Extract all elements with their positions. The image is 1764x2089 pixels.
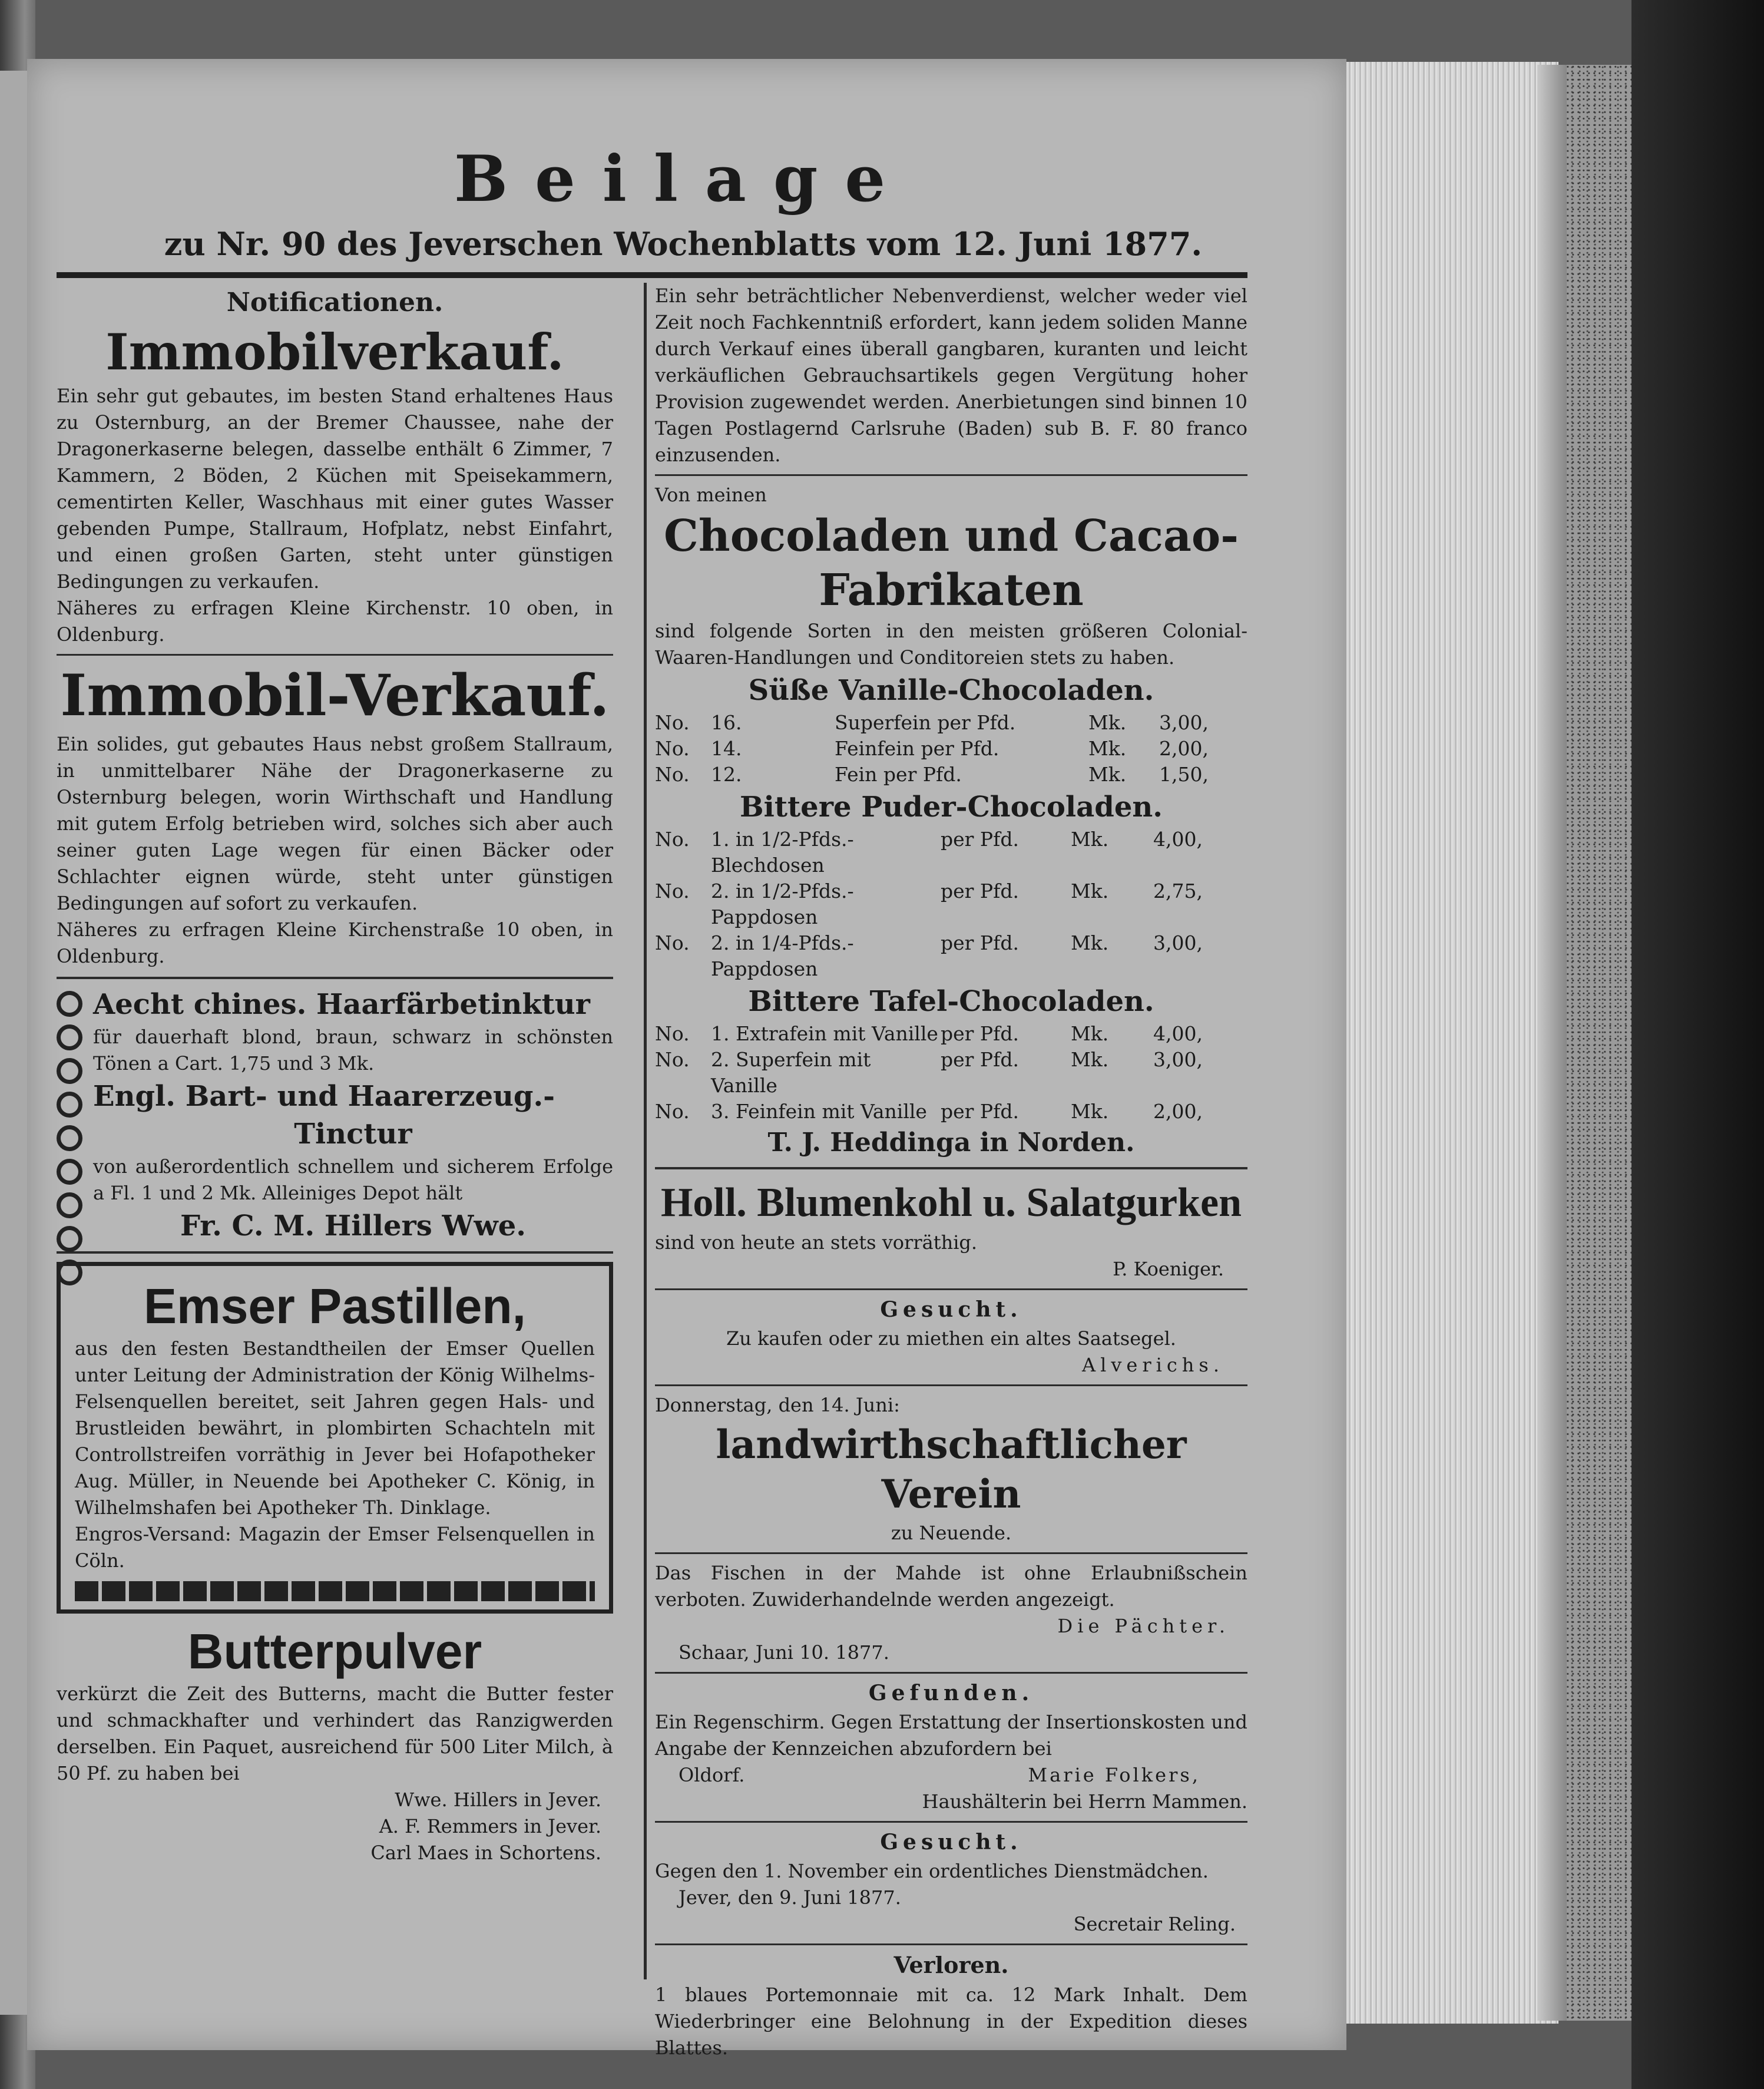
ad-seller: T. J. Heddinga in Norden. [767, 1128, 1135, 1158]
ad-body: Ein sehr gut gebautes, im besten Stand erhaltenes Haus zu Osternburg, an der Bremer Chaussee, nahe der Dragonerkaserne belegen, dasselbe enthält 6 Zimmer, 7 Kammern, 2 Böden, 2 Küchen mit Speisekammern, cementirten Keller, Waschhaus mit einer gutes Wasser gebenden Pumpe, Stallraum, Hofplatz, nebst Einfahrt, und einen großen Garten, steht unter günstigen Bedingungen zu verkaufen. [57, 385, 613, 593]
ad-sub: zu Neuende. [891, 1522, 1012, 1544]
ad-nebenverdienst [655, 283, 1247, 468]
ad-seller: Fr. C. M. Hillers Wwe. [180, 1209, 526, 1242]
ad-seller: A. F. Remmers in Jever. [379, 1815, 601, 1837]
ad-title: Gesucht. [880, 1297, 1022, 1322]
cell: per Pfd. [941, 1100, 1019, 1123]
cell: 2. in 1/2-Pfds.-Pappdosen [711, 880, 854, 928]
ring-icon [57, 1192, 82, 1218]
ad-signature: Marie Folkers, [1028, 1764, 1200, 1786]
ad-title-2: Engl. Bart- und Haarerzeug.- [93, 1080, 555, 1113]
cell: No. [655, 1022, 690, 1045]
cell: 3. Feinfein mit Vanille [711, 1100, 927, 1123]
left-column [57, 283, 613, 1866]
ad-body: 1 blaues Portemonnaie mit ca. 12 Mark Inhalt. Dem Wiederbringer eine Belohnung in der Expedition dieses Blattes. [655, 1984, 1247, 2059]
ad-body: sind von heute an stets vorräthig. [655, 1231, 978, 1254]
cell: per Pfd. [941, 1048, 1019, 1071]
cell: 16. [711, 711, 742, 734]
checker-border [75, 1581, 595, 1601]
ad-signature: Secretair Reling. [1073, 1913, 1236, 1935]
ad-fischen-verboten [655, 1560, 1247, 1666]
ad-body: sind folgende Sorten in den meisten größeren Colonial-Waaren-Handlungen und Conditoreien stets zu haben. [655, 620, 1247, 669]
cell: Mk. [1088, 763, 1127, 786]
cell: No. [655, 880, 690, 903]
ad-seller: Wwe. Hillers in Jever. [395, 1789, 601, 1811]
cell: 3,00, [1153, 1048, 1203, 1071]
cell: Mk. [1071, 1100, 1109, 1123]
cell: Mk. [1088, 737, 1127, 760]
cell: No. [655, 1100, 690, 1123]
cell: 12. [711, 763, 742, 786]
ad-body: Gegen den 1. November ein ordentliches Dienstmädchen. [655, 1860, 1209, 1882]
ring-border [57, 986, 82, 1244]
cell: 2,75, [1153, 880, 1203, 903]
cell: 4,00, [1153, 1022, 1203, 1045]
ad-separator [655, 1821, 1247, 1823]
ring-icon [57, 1092, 82, 1118]
ad-gesucht-dienstmaedchen [655, 1829, 1247, 1938]
page-header [112, 142, 1255, 263]
cell: Mk. [1088, 711, 1127, 734]
ad-gefunden [655, 1680, 1247, 1815]
cell: Mk. [1071, 931, 1109, 954]
ad-body: aus den festen Bestandtheilen der Emser Quellen unter Leitung der Administration der König Wilhelms-Felsenquellen bereitet, seit Jahren gegen Hals- und Brustleiden bewährt, in plombirten Schachteln mit Controllstreifen vorräthig in Jever bei Hofapotheker Aug. Müller, in Neuende bei Apotheker C. König, in Wilhelmshafen bei Apotheker Th. Dinklage. [75, 1337, 595, 1519]
price-row [655, 878, 1247, 930]
ring-icon [57, 1024, 82, 1050]
ring-icon [57, 1260, 82, 1285]
page-edges [1346, 62, 1558, 2024]
ad-title-2b: Tinctur [294, 1118, 412, 1151]
background-right [1631, 0, 1764, 2089]
ad-body: Ein sehr beträchtlicher Nebenverdienst, welcher weder viel Zeit noch Fachkenntniß erfordert, kann jedem soliden Manne durch Verkauf eines überall gangbaren, kuranten und leicht verkäuflichen Gebrauchsartikels gegen Vergütung hoher Provision zugewendet werden. Anerbietungen sind binnen 10 Tagen Postlagernd Carlsruhe (Baden) sub B. F. 80 franco einzusenden. [655, 285, 1247, 466]
ad-separator [57, 1251, 613, 1254]
cell: No. [655, 711, 690, 734]
section-heading: Bittere Puder-Chocoladen. [740, 791, 1163, 824]
cell: 3,00, [1159, 711, 1209, 734]
ad-haarfaerbetinktur [57, 986, 613, 1244]
cell: per Pfd. [941, 931, 1019, 954]
cell: 3,00, [1153, 931, 1203, 954]
cell: 14. [711, 737, 742, 760]
price-row [655, 762, 1247, 788]
cell: Mk. [1071, 1048, 1109, 1071]
ad-separator [655, 1167, 1247, 1169]
ad-body: Ein Regenschirm. Gegen Erstattung der Insertionskosten und Angabe der Kennzeichen abzufordern bei [655, 1711, 1247, 1760]
ad-separator [57, 977, 613, 979]
price-row [655, 1099, 1247, 1125]
cell: 2. in 1/4-Pfds.-Pappdosen [711, 931, 854, 980]
ad-immobilverkauf-2 [57, 662, 613, 970]
cell: Mk. [1071, 1022, 1109, 1045]
price-row [655, 710, 1247, 736]
price-row [655, 1021, 1247, 1047]
ad-body: Das Fischen in der Mahde ist ohne Erlaubnißschein verboten. Zuwiderhandelnde werden angezeigt. [655, 1562, 1247, 1611]
ad-blumenkohl [655, 1176, 1247, 1283]
ad-chocoladen [655, 482, 1247, 1160]
ad-note: Näheres zu erfragen Kleine Kirchenstraße 10 oben, in Oldenburg. [57, 918, 613, 967]
ad-body: verkürzt die Zeit des Butterns, macht die Butter fester und schmackhafter und verhindert das Ranzigwerden derselben. Ein Paquet, ausreichend für 500 Liter Milch, à 50 Pf. zu haben bei [57, 1683, 613, 1784]
signature-row [655, 1762, 1247, 1789]
ad-seller: Carl Maes in Schortens. [370, 1842, 601, 1864]
cell: Fein per Pfd. [835, 763, 962, 786]
ad-title: Aecht chines. Haarfärbetinktur [93, 988, 590, 1021]
ad-title: Immobilverkauf. [105, 323, 564, 381]
header-rule [57, 272, 1247, 278]
cell: per Pfd. [941, 1022, 1019, 1045]
cell: Mk. [1071, 880, 1109, 903]
cell: No. [655, 737, 690, 760]
ad-separator [655, 1384, 1247, 1386]
cell: Feinfein per Pfd. [835, 737, 1000, 760]
ad-body: Ein solides, gut gebautes Haus nebst großem Stallraum, in unmittelbarer Nähe der Dragonerkaserne zu Osternburg belegen, worin Wirthschaft und Handlung mit gutem Erfolg betrieben wird, solches sich aber auch seiner guten Lage wegen für einen Bäcker oder Schlachter eignen würde, steht unter günstigen Bedingungen auf sofort zu verkaufen. [57, 733, 613, 914]
ad-intro: Donnerstag, den 14. Juni: [655, 1394, 900, 1416]
ad-separator [655, 1672, 1247, 1674]
ad-separator [655, 474, 1247, 476]
ad-date: Schaar, Juni 10. 1877. [679, 1641, 889, 1664]
ad-landwirthschaft [655, 1392, 1247, 1546]
cell: 2,00, [1159, 737, 1209, 760]
price-row [655, 736, 1247, 762]
ad-title: Gefunden. [868, 1681, 1034, 1705]
ad-signature: Die Pächter. [1057, 1615, 1230, 1637]
marbled-cover [1567, 65, 1631, 2021]
cell: No. [655, 1048, 690, 1071]
ad-title: Butterpulver [187, 1624, 482, 1679]
cell: per Pfd. [941, 828, 1019, 851]
ad-signature-2: Haushälterin bei Herrn Mammen. [922, 1790, 1247, 1813]
cell: Mk. [1071, 828, 1109, 851]
previous-page-edge [0, 71, 27, 2015]
cell: 4,00, [1153, 828, 1203, 851]
ad-emser-pastillen [57, 1262, 613, 1614]
cell: Superfein per Pfd. [835, 711, 1016, 734]
ad-body: für dauerhaft blond, braun, schwarz in schönsten Tönen a Cart. 1,75 und 3 Mk. [93, 1026, 613, 1075]
ad-title: Chocoladen und Cacao- [664, 511, 1239, 561]
ad-place: Oldorf. [679, 1764, 745, 1786]
ad-separator [655, 1552, 1247, 1554]
ring-icon [57, 1159, 82, 1185]
ad-title-2: Fabrikaten [819, 565, 1084, 616]
cell: 1. in 1/2-Pfds.-Blechdosen [711, 828, 854, 877]
cell: 2. Superfein mit Vanille [711, 1048, 871, 1097]
section-heading: Süße Vanille-Chocoladen. [748, 674, 1154, 707]
ad-signature: P. Koeniger. [1113, 1258, 1224, 1280]
cell: per Pfd. [941, 880, 1019, 903]
ad-gesucht-saatsegel [655, 1296, 1247, 1379]
ring-icon [57, 1058, 82, 1084]
right-column [655, 283, 1247, 2061]
ad-title: Verloren. [893, 1952, 1009, 1978]
cell: No. [655, 828, 690, 851]
ad-date: Jever, den 9. Juni 1877. [679, 1886, 901, 1909]
section-heading: Bittere Tafel-Chocoladen. [748, 985, 1154, 1018]
cell: 1. Extrafein mit Vanille [711, 1022, 938, 1045]
ad-title: Gesucht. [880, 1830, 1022, 1855]
ad-butterpulver [57, 1622, 613, 1866]
ad-body-2: von außerordentlich schnellem und sicherem Erfolge a Fl. 1 und 2 Mk. Alleiniges Depot hält [93, 1155, 613, 1204]
cell: No. [655, 931, 690, 954]
ad-label: Notificationen. [226, 287, 444, 318]
ad-title: Holl. Blumenkohl u. Salatgurken [660, 1180, 1242, 1225]
ring-icon [57, 1226, 82, 1252]
ad-immobilverkauf-1 [57, 285, 613, 648]
cell: 2,00, [1153, 1100, 1203, 1123]
ad-title: Emser Pastillen, [144, 1278, 526, 1334]
column-divider [644, 283, 647, 1979]
ring-icon [57, 991, 82, 1017]
ad-separator [655, 1943, 1247, 1945]
price-row [655, 1047, 1247, 1099]
cell: No. [655, 763, 690, 786]
ring-icon [57, 1125, 82, 1151]
ad-intro: Von meinen [655, 484, 767, 506]
ad-title: landwirthschaftlicher Verein [716, 1422, 1187, 1517]
ad-title: Immobil-Verkauf. [60, 662, 610, 729]
ad-verloren [655, 1951, 1247, 2061]
price-row [655, 827, 1247, 878]
ad-footer: Engros-Versand: Magazin der Emser Felsenquellen in Cöln. [75, 1523, 595, 1572]
ad-signature: Alverichs. [1081, 1354, 1224, 1376]
ad-separator [57, 654, 613, 656]
price-row [655, 930, 1247, 982]
page-title: Beilage [454, 142, 913, 216]
ad-body: Zu kaufen oder zu miethen ein altes Saatsegel. [726, 1327, 1176, 1350]
cell: 1,50, [1159, 763, 1209, 786]
ad-separator [655, 1288, 1247, 1290]
ad-note: Näheres zu erfragen Kleine Kirchenstr. 10 oben, in Oldenburg. [57, 597, 613, 646]
page-subtitle: zu Nr. 90 des Jeverschen Wochenblatts vom 12. Juni 1877. [164, 225, 1203, 263]
